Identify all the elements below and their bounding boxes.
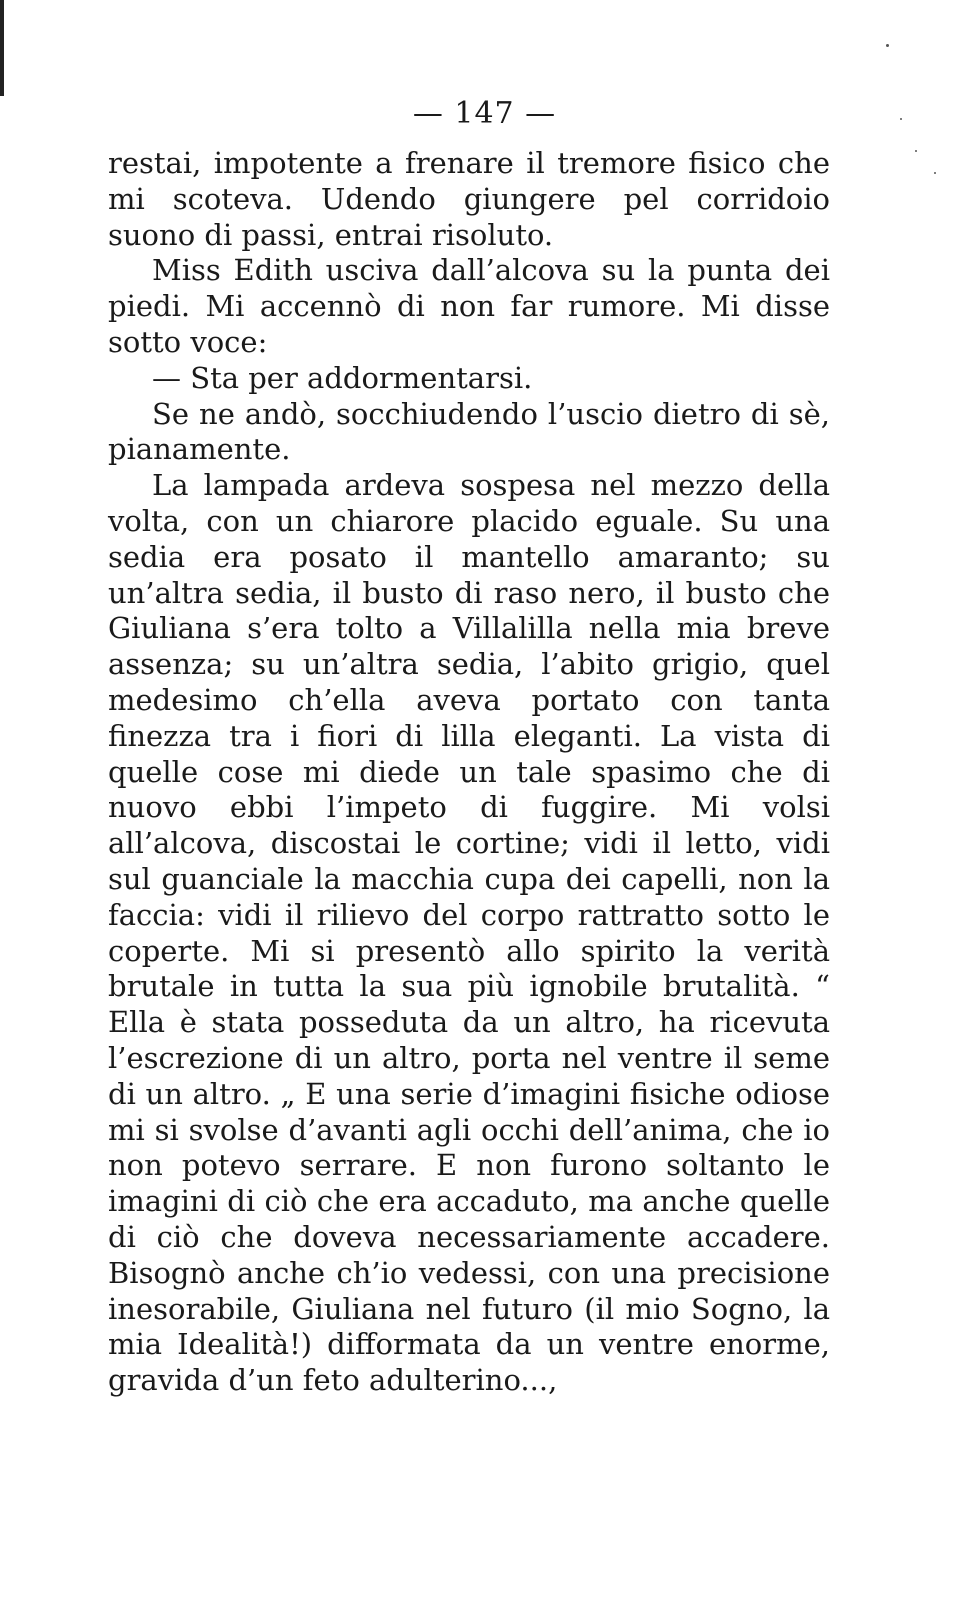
body-text bbox=[108, 146, 830, 1399]
paragraph: Se ne andò, socchiudendo l’uscio dietro di sè, pianamente. bbox=[108, 396, 830, 467]
paragraph: restai, impotente a frenare il tremore fisico che mi scoteva. Udendo giungere pel corridoio suono di passi, entrai risoluto. bbox=[108, 146, 830, 252]
binding-edge bbox=[0, 0, 4, 96]
paper-speck bbox=[934, 172, 936, 174]
page-number: — 147 — bbox=[412, 96, 557, 131]
paragraph: — Sta per addormentarsi. bbox=[152, 360, 533, 395]
paragraph: Miss Edith usciva dall’alcova su la punta dei piedi. Mi accennò di non far rumore. Mi disse sotto voce: bbox=[108, 253, 830, 359]
paper-speck bbox=[886, 44, 889, 47]
paragraph: La lampada ardeva sospesa nel mezzo della volta, con un chiarore placido eguale. Su una sedia era posato il mantello amaranto; su un’altra sedia, il busto di raso nero, il busto che Giuliana s’era tolto a Villalilla nella mia breve assenza; su un’altra sedia, l’abito grigio, quel medesimo ch’ella aveva portato con tanta finezza tra i fiori di lilla eleganti. La vista di quelle cose mi diede un tale spasimo che di nuovo ebbi l’impeto di fuggire. Mi volsi all’alcova, discostai le cortine; vidi il letto, vidi sul guanciale la macchia cupa dei capelli, non la faccia: vidi il rilievo del corpo rattratto sotto le coperte. Mi si presentò allo spirito la verità brutale in tutta la sua più ignobile brutalità. “ Ella è stata posseduta da un altro, ha ricevuta l’escrezione di un altro, porta nel ventre il seme di un altro. „ E una serie d’imagini fisiche odiose mi si svolse d’avanti agli occhi dell’anima, che io non potevo serrare. E non furono soltanto le imagini di ciò che era accaduto, ma anche quelle di ciò che doveva necessariamente accadere. Bisognò anche ch’io vedessi, con una precisione inesorabile, Giuliana nel futuro (il mio Sogno, la mia Idealità!) difformata da un ventre enorme, gravida d’un feto adulterino..., bbox=[108, 468, 830, 1398]
paper-speck bbox=[915, 150, 917, 152]
